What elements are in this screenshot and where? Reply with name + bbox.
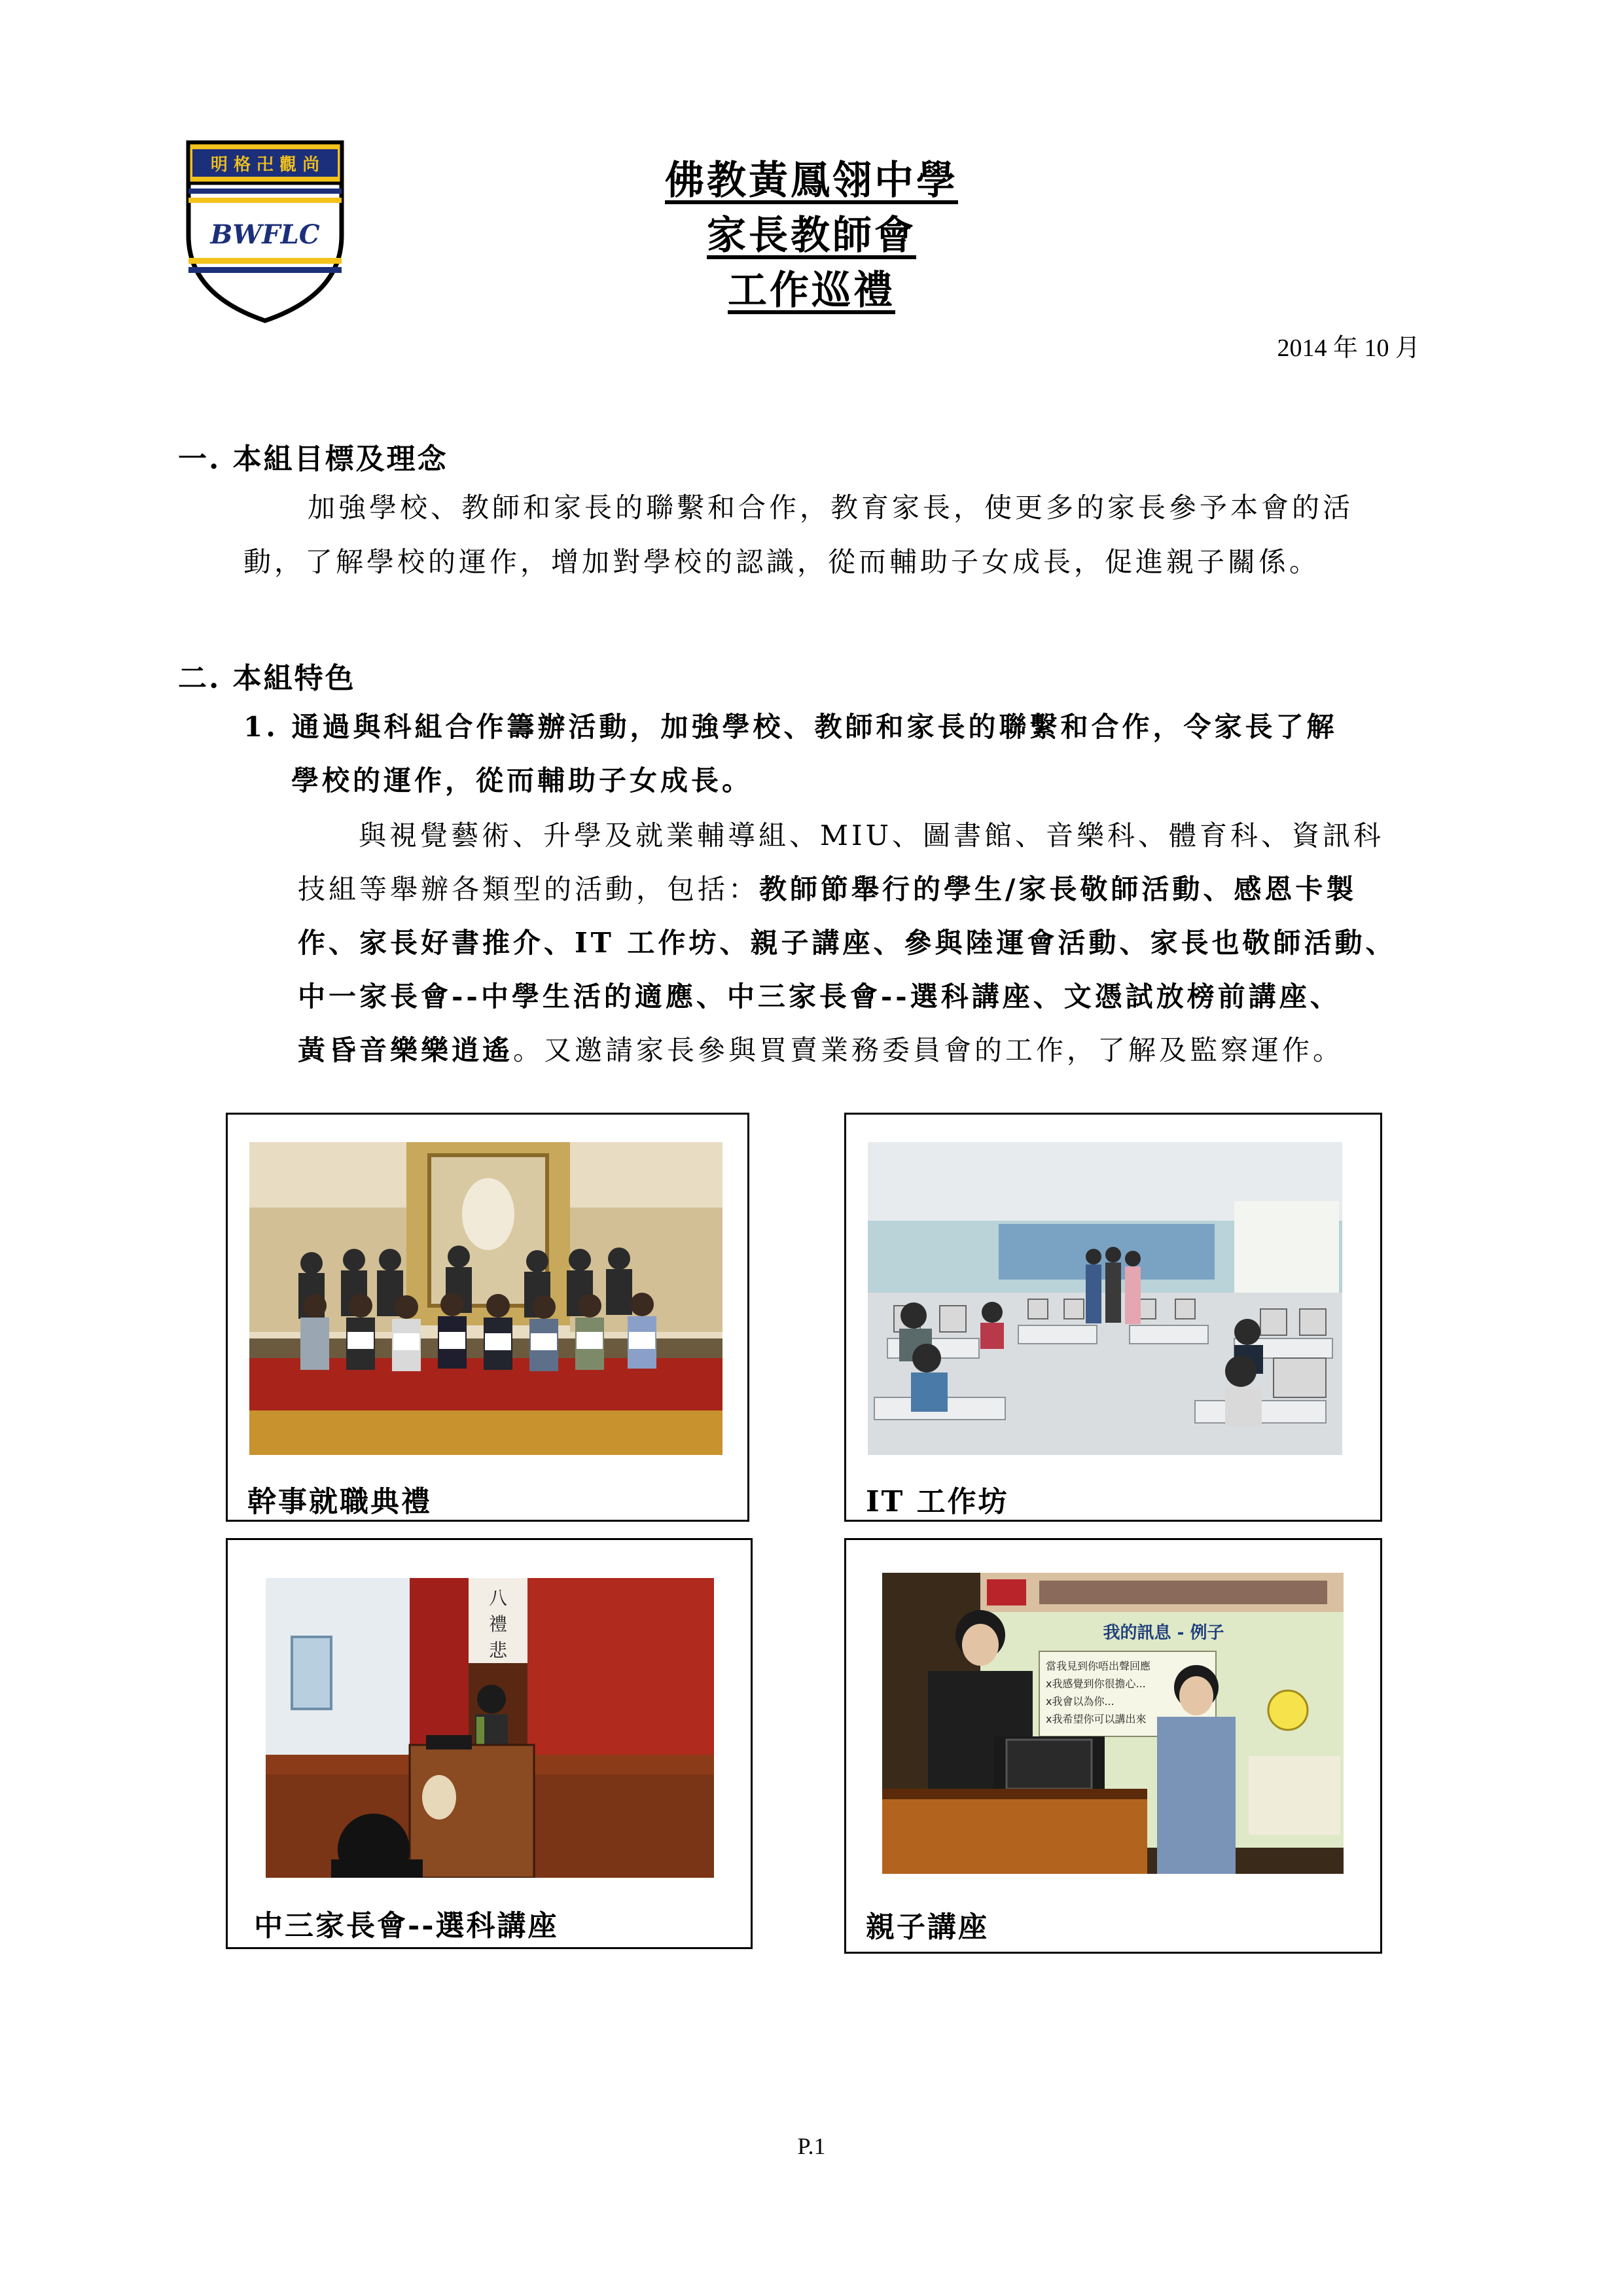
item1-line1: 1. 通過與科組合作籌辦活動，加強學校、教師和家長的聯繫和合作，令家長了解 — [243, 711, 1338, 743]
photo-frame-parent-child-seminar — [844, 1538, 1382, 1954]
svg-text:BWFLC: BWFLC — [210, 219, 320, 250]
body-line5-normal: 。又邀請家長參與買賣業務委員會的工作，了解及監察運作。 — [513, 1034, 1344, 1066]
section2-body-line1: 與視覺藝術、升學及就業輔導組、MIU、圖書館、音樂科、體育科、資訊科 — [359, 819, 1384, 852]
caption-inauguration: 幹事就職典禮 — [247, 1485, 432, 1518]
slide-line1: 當我見到你唔出聲回應 — [1046, 1660, 1151, 1672]
photo-it-workshop — [868, 1142, 1342, 1455]
caption-it-workshop: IT 工作坊 — [866, 1485, 1009, 1518]
body-line2-normal: 技組等舉辦各類型的活動，包括： — [298, 873, 760, 905]
section2-body-line5 — [298, 1024, 1344, 1077]
section1-paragraph-line2: 動，了解學校的運作，增加對學校的認識，從而輔助子女成長，促進親子關係。 — [243, 546, 1321, 578]
slide-line4: x我希望你可以講出來 — [1046, 1713, 1147, 1725]
body-line2-bold: 教師節舉行的學生/家長敬師活動、感恩卡製 — [759, 873, 1357, 905]
photo-parent-child-seminar — [882, 1573, 1344, 1874]
photo-form3-meeting — [266, 1578, 714, 1878]
section2-body-line2 — [298, 863, 1357, 916]
photo-frame-inauguration — [226, 1113, 749, 1522]
page-number: P.1 — [797, 2133, 826, 2159]
document-date: 2014 年 10 月 — [1277, 334, 1420, 362]
association-name: 家長教師會 — [707, 213, 916, 259]
svg-text:明 格 卍 觀 尚: 明 格 卍 觀 尚 — [210, 155, 320, 175]
item1-line2: 學校的運作，從而輔助子女成長。 — [291, 764, 753, 797]
photo-frame-it-workshop — [844, 1113, 1382, 1522]
section2-body-line3: 作、家長好書推介、IT 工作坊、親子講座、參與陸運會活動、家長也敬師活動、 — [298, 927, 1397, 959]
body-line5-bold: 黃昏音樂樂逍遙 — [298, 1034, 514, 1066]
slide-title: 我的訊息 - 例子 — [1103, 1623, 1224, 1643]
document-title: 工作巡禮 — [728, 268, 895, 314]
school-name: 佛教黃鳳翎中學 — [665, 158, 958, 204]
slide-line2: x我感覺到你很擔心... — [1046, 1677, 1146, 1690]
caption-form3-meeting: 中三家長會--選科講座 — [254, 1909, 559, 1943]
photo-inauguration — [249, 1142, 722, 1455]
section2-body-line4: 中一家長會--中學生活的適應、中三家長會--選科講座、文憑試放榜前講座、 — [298, 980, 1341, 1013]
svg-text:八: 八 — [488, 1587, 508, 1609]
caption-parent-child-seminar: 親子講座 — [866, 1910, 989, 1944]
photo-frame-form3-meeting — [226, 1538, 753, 1949]
section1-paragraph-line1: 加強學校、教師和家長的聯繫和合作，教育家長，使更多的家長參予本會的活 — [308, 492, 1354, 524]
section1-heading: 一. 本組目標及理念 — [178, 442, 448, 476]
section2-heading: 二. 本組特色 — [178, 662, 356, 695]
svg-text:悲: 悲 — [488, 1640, 508, 1661]
slide-line3: x我會以為你... — [1046, 1695, 1115, 1708]
svg-text:禮: 禮 — [488, 1613, 508, 1635]
